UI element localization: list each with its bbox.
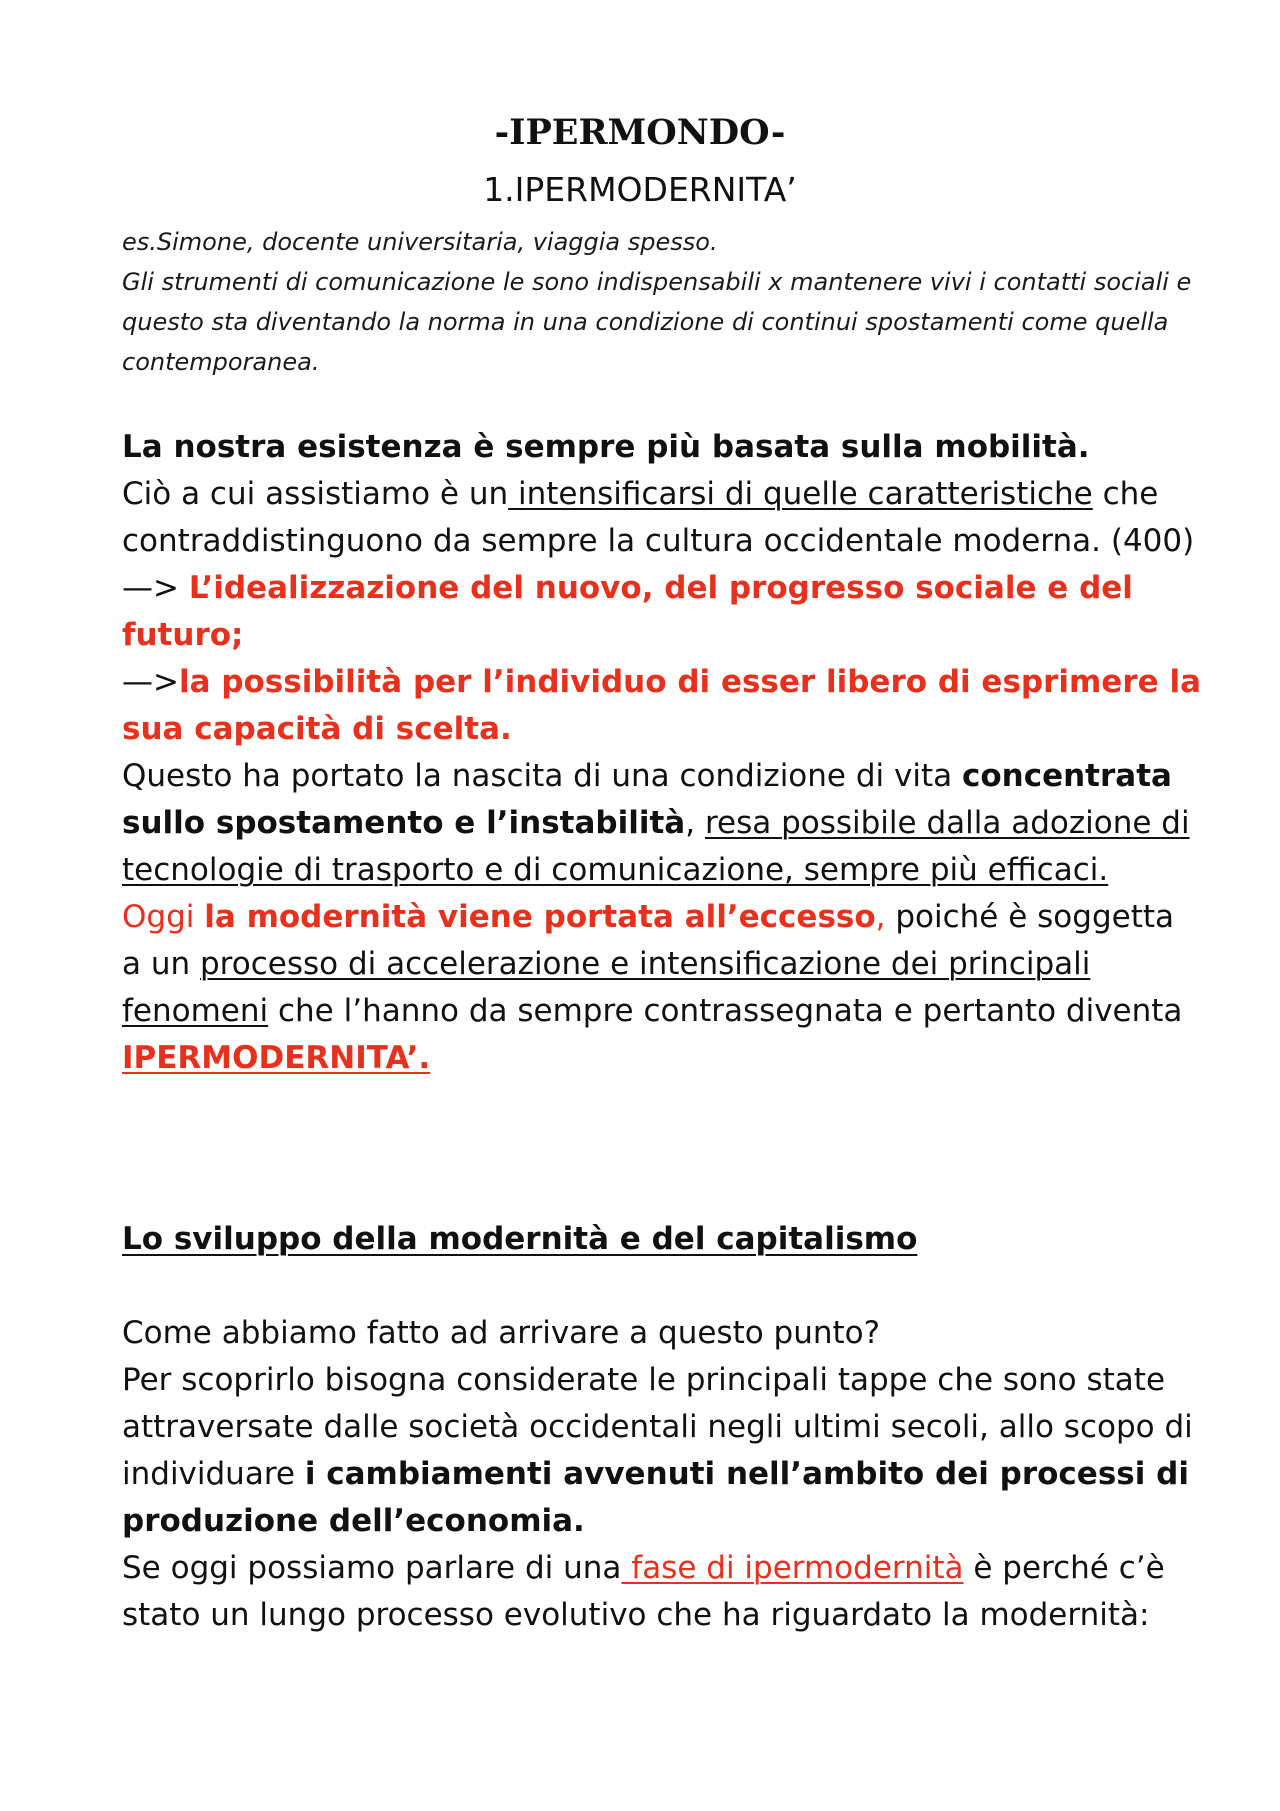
bold-text: concentrata sullo spostamento e l’instabilità — [122, 758, 1172, 841]
intro-paragraph: Gli strumenti di comunicazione le sono indispensabili x mantenere vivi i contatti sociali e questo sta diventando la norma in una condizione di continui spostamenti come quella contemporanea. — [122, 268, 1192, 376]
paragraph-excess — [122, 894, 1202, 1082]
underlined-text: intensificarsi di quelle caratteristiche — [508, 476, 1093, 512]
highlight-red-bold: la modernità viene portata all’eccesso — [204, 899, 876, 935]
text-run: , — [685, 805, 705, 841]
text-run: Questo ha portato la nascita di una condizione di vita — [122, 758, 962, 794]
section-mobility — [122, 424, 1202, 1082]
intro-example — [122, 222, 1202, 382]
text-run: che l’hanno da sempre contrassegnata e pertanto diventa — [268, 993, 1183, 1029]
arrow-point-1 — [122, 565, 1202, 659]
bold-text: i cambiamenti avvenuti nell’ambito dei processi di produzione dell’economia. — [122, 1456, 1189, 1539]
paragraph-stages — [122, 1357, 1202, 1545]
intro-line: es.Simone, docente universitaria, viaggia spesso. — [122, 228, 718, 256]
paragraph-condition — [122, 753, 1202, 894]
highlight-red: la possibilità per l’individuo di esser libero di esprimere la sua capacità di scelta. — [122, 664, 1201, 747]
text-run: Per scoprirlo bisogna considerate le principali tappe che sono state attraversate dalle società occidentali negli ultimi secoli, allo scopo di individuare — [122, 1362, 1193, 1492]
arrow-prefix: —> — [122, 570, 189, 606]
arrow-point-2 — [122, 659, 1202, 753]
arrow-prefix: —> — [122, 664, 179, 700]
highlight-red-underlined: fase di ipermodernità — [621, 1550, 964, 1586]
highlight-red: L’idealizzazione del nuovo, del progresso sociale e del futuro; — [122, 570, 1133, 653]
paragraph-phase — [122, 1545, 1202, 1639]
text-run: Se oggi possiamo parlare di una — [122, 1550, 622, 1586]
underlined-text: resa possibile dalla adozione di tecnologie di trasporto e di comunicazione, sempre più efficaci. — [122, 805, 1190, 888]
question: Come abbiamo fatto ad arrivare a questo punto? — [122, 1315, 881, 1351]
key-statement: La nostra esistenza è sempre più basata sulla mobilità. — [122, 429, 1090, 465]
paragraph-intensification — [122, 471, 1202, 565]
section-heading: Lo sviluppo della modernità e del capitalismo — [122, 1221, 918, 1257]
highlight-red-term: IPERMODERNITA’. — [122, 1040, 431, 1076]
page-title: -IPERMONDO- — [494, 112, 786, 153]
underlined-text: processo di accelerazione e intensificazione dei principali fenomeni — [122, 946, 1091, 1029]
section-capitalism — [122, 1310, 1202, 1639]
highlight-red: , — [875, 899, 886, 935]
text-run: poiché è soggetta a un — [122, 899, 1175, 982]
page-subtitle: 1.IPERMODERNITA’ — [483, 170, 797, 209]
text-run: è perché c’è stato un lungo processo evolutivo che ha riguardato la modernità: — [122, 1550, 1165, 1633]
text-run: Ciò a cui assistiamo è un — [122, 476, 509, 512]
highlight-red: Oggi — [122, 899, 205, 935]
text-run: che contraddistinguono da sempre la cultura occidentale moderna. (400) — [122, 476, 1195, 559]
